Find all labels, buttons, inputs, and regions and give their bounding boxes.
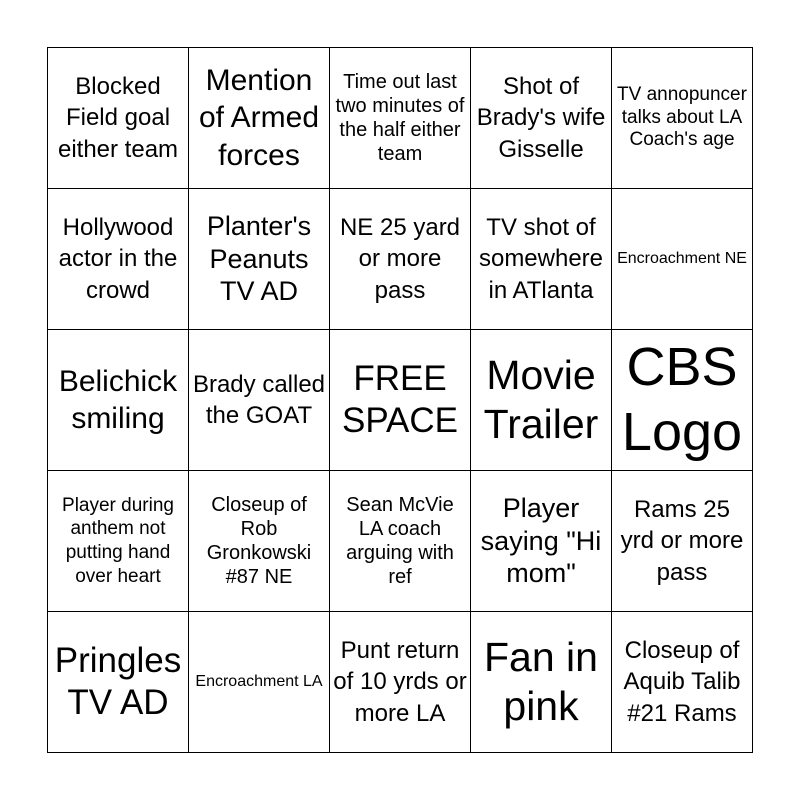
cell-text: Fan in pink (484, 633, 598, 729)
bingo-cell[interactable] (330, 189, 471, 330)
cell-text: TV shot of somewhere in ATlanta (478, 214, 604, 304)
cell-text: Encroachment NE (617, 250, 747, 268)
bingo-cell[interactable] (612, 471, 753, 612)
bingo-cell[interactable] (471, 612, 612, 753)
bingo-cell[interactable] (48, 48, 189, 189)
bingo-cell[interactable] (48, 612, 189, 753)
cell-text: Brady called the GOAT (192, 370, 326, 429)
bingo-cell[interactable] (612, 612, 753, 753)
bingo-cell[interactable] (471, 48, 612, 189)
bingo-cell[interactable] (612, 189, 753, 330)
bingo-cell[interactable] (48, 330, 189, 471)
cell-text: Movie Trailer (483, 351, 599, 447)
cell-text: Player saying "Hi mom" (480, 492, 602, 589)
bingo-cell[interactable] (330, 612, 471, 753)
bingo-cell[interactable] (612, 330, 753, 471)
cell-text: NE 25 yard or more pass (339, 214, 461, 304)
bingo-cell[interactable] (471, 189, 612, 330)
bingo-cell[interactable] (189, 612, 330, 753)
cell-text: TV annopuncer talks about LA Coach's age (617, 83, 747, 151)
cell-text: Hollywood actor in the crowd (58, 214, 178, 304)
cell-text: Closeup of Rob Gronkowski #87 NE (206, 494, 312, 588)
free-space-cell[interactable] (330, 330, 471, 471)
bingo-cell[interactable] (471, 330, 612, 471)
bingo-cell[interactable] (189, 189, 330, 330)
bingo-board (47, 47, 753, 753)
cell-text: Planter's Peanuts TV AD (206, 210, 312, 307)
cell-text: Rams 25 yrd or more pass (620, 496, 744, 586)
bingo-cell[interactable] (612, 48, 753, 189)
cell-text: Sean McVie LA coach arguing with ref (346, 494, 454, 588)
cell-text: Encroachment LA (195, 673, 323, 691)
bingo-cell[interactable] (48, 471, 189, 612)
cell-text: FREE SPACE (341, 359, 459, 440)
cell-text: Mention of Armed forces (198, 63, 320, 172)
bingo-cell[interactable] (48, 189, 189, 330)
bingo-cell[interactable] (189, 48, 330, 189)
bingo-cell[interactable] (330, 471, 471, 612)
bingo-cell[interactable] (330, 48, 471, 189)
cell-text: Blocked Field goal either team (57, 73, 179, 163)
bingo-cell[interactable] (471, 471, 612, 612)
cell-text: Pringles TV AD (54, 641, 182, 722)
cell-text: CBS Logo (621, 337, 743, 462)
cell-text: Time out last two minutes of the half either team (335, 71, 465, 165)
cell-text: Belichick smiling (58, 364, 178, 435)
cell-text: Closeup of Aquib Talib #21 Rams (623, 637, 741, 727)
cell-text: Punt return of 10 yrds or more LA (333, 637, 467, 727)
cell-text: Shot of Brady's wife Gisselle (476, 73, 606, 163)
bingo-cell[interactable] (189, 330, 330, 471)
bingo-cell[interactable] (189, 471, 330, 612)
cell-text: Player during anthem not putting hand over heart (62, 494, 174, 587)
